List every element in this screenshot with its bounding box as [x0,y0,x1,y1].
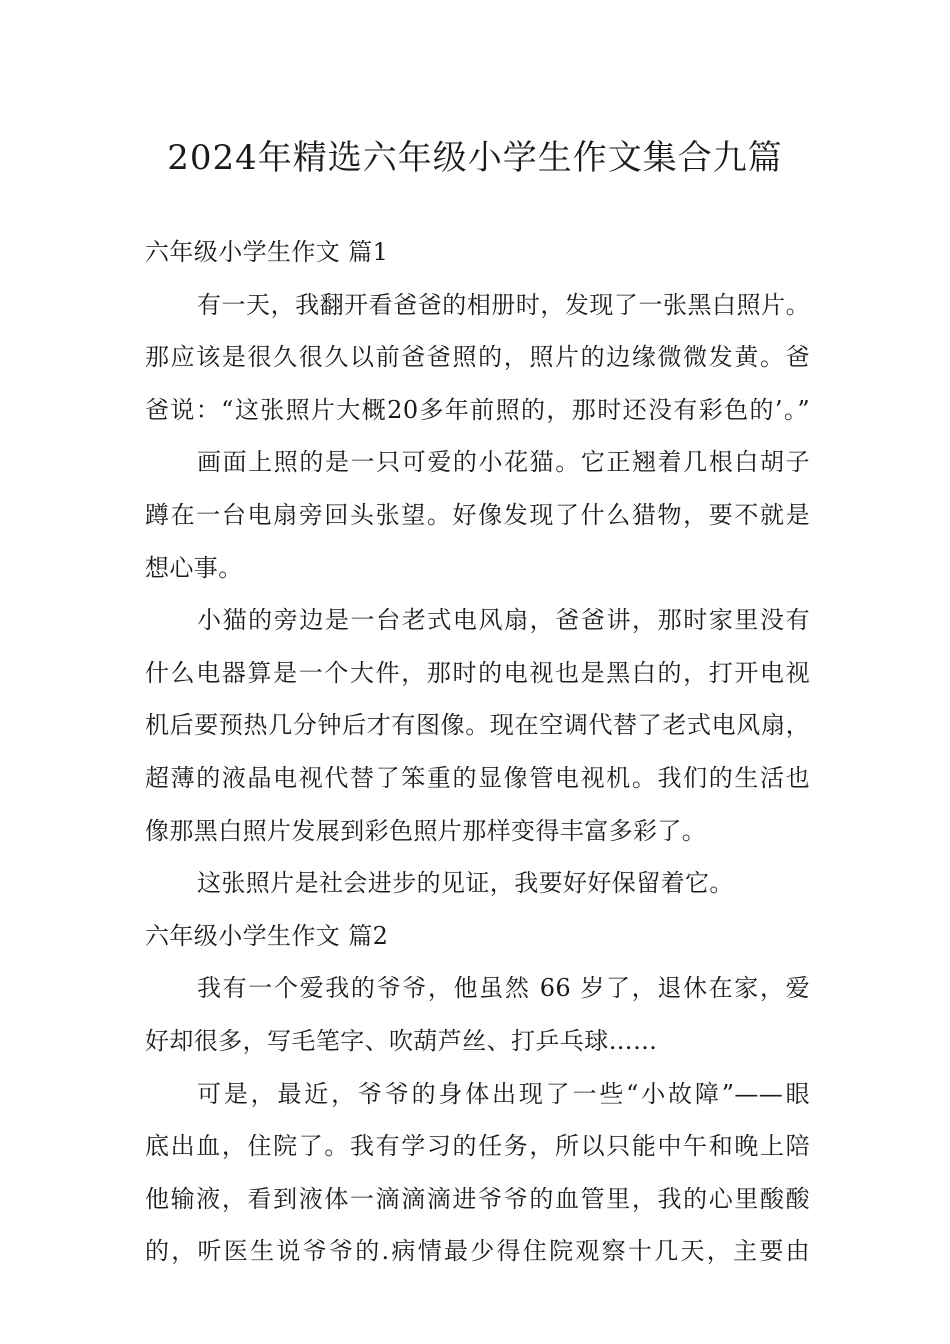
paragraph-line: 那应该是很久很久以前爸爸照的，照片的边缘微微发黄。爸 [145,343,810,372]
paragraph-line: 这张照片是社会进步的见证，我要好好保留着它。 [197,869,734,898]
section-heading: 六年级小学生作文 篇2 [145,921,389,950]
paragraph-line: 他输液，看到液体一滴滴滴进爷爷的血管里，我的心里酸酸 [145,1184,810,1213]
paragraph-line: 底出血，住院了。我有学习的任务，所以只能中午和晚上陪 [145,1132,810,1161]
paragraph-line: 爸说：“这张照片大概20多年前照的，那时还没有彩色的’。” [145,395,810,424]
document-title: 2024年精选六年级小学生作文集合九篇 [167,138,783,178]
paragraph-line: 什么电器算是一个大件，那时的电视也是黑白的，打开电视 [145,658,810,687]
document-body [145,226,810,1278]
paragraph-line: 可是，最近，爷爷的身体出现了一些“小故障”——眼 [197,1079,810,1108]
paragraph-line: 小猫的旁边是一台老式电风扇，爸爸讲，那时家里没有 [197,606,810,635]
paragraph-line: 超薄的液晶电视代替了笨重的显像管电视机。我们的生活也 [145,763,810,792]
paragraph-line: 好却很多，写毛笔字、吹葫芦丝、打乒乓球…… [145,1026,658,1055]
paragraph-line: 像那黑白照片发展到彩色照片那样变得丰富多彩了。 [145,816,707,845]
paragraph-line: 蹲在一台电扇旁回头张望。好像发现了什么猎物，要不就是 [145,500,810,529]
paragraph-line: 有一天，我翻开看爸爸的相册时，发现了一张黑白照片。 [197,290,810,319]
paragraph-line: 想心事。 [145,553,243,582]
paragraph-line: 画面上照的是一只可爱的小花猫。它正翘着几根白胡子 [197,448,810,477]
paragraph-line: 的，听医生说爷爷的.病情最少得住院观察十几天，主要由 [145,1237,810,1266]
section-heading: 六年级小学生作文 篇1 [145,238,389,266]
paragraph-line: 我有一个爱我的爷爷，他虽然 66 岁了，退休在家，爱 [197,974,810,1003]
paragraph-line: 机后要预热几分钟后才有图像。现在空调代替了老式电风扇， [145,711,810,740]
